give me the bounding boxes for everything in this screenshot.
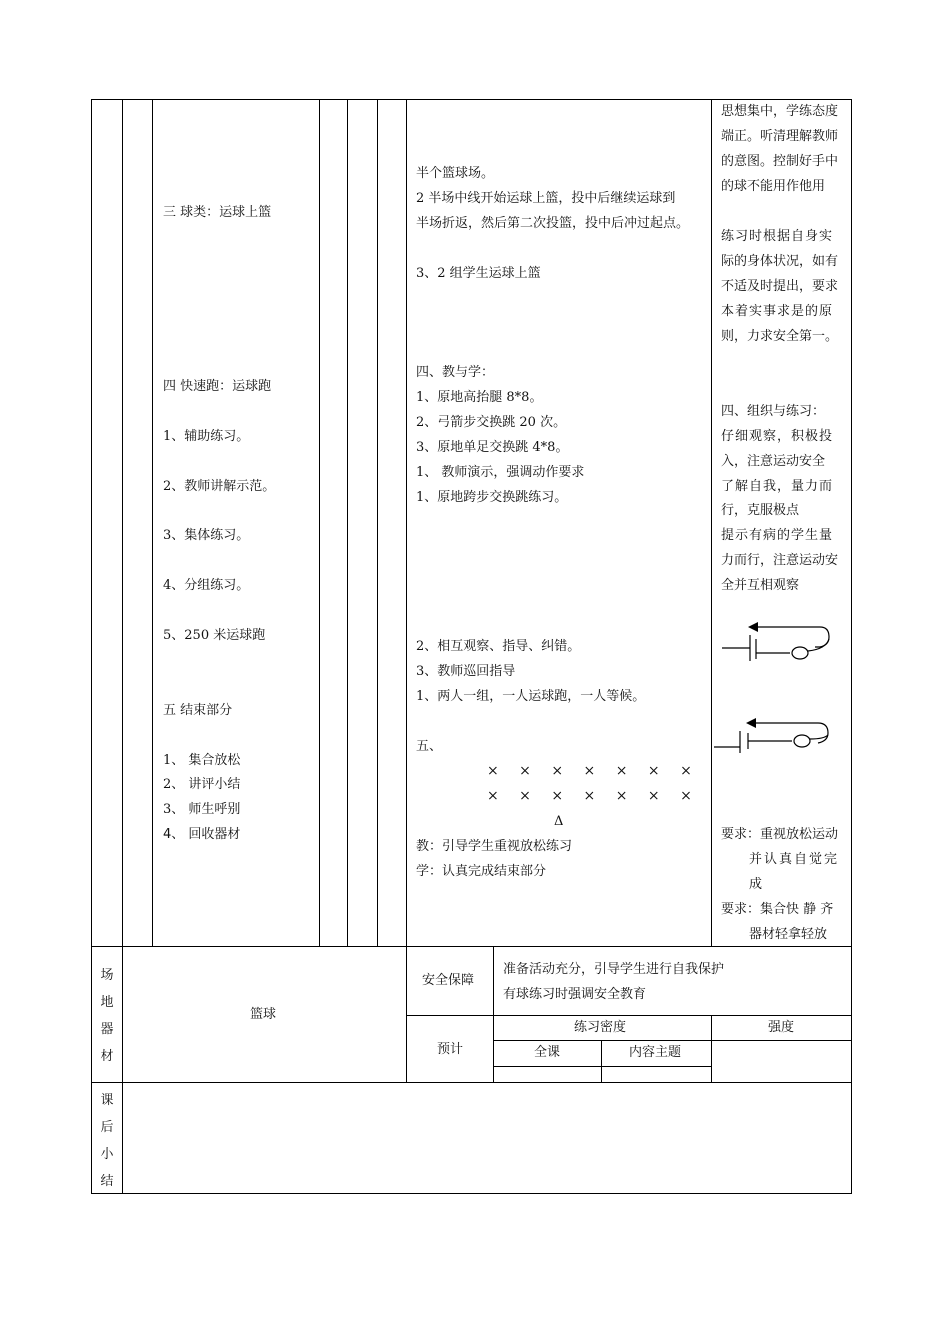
text-line: 3、教师巡回指导 xyxy=(416,664,516,679)
label-char: 器 xyxy=(100,1022,114,1037)
row-line xyxy=(406,1015,852,1016)
safety-text: 准备活动充分，引导学生进行自我保护 xyxy=(503,962,725,977)
text-line: 不适及时提出，要求 xyxy=(721,279,839,294)
text-line: 器材轻拿轻放 xyxy=(749,927,828,942)
label-char: 地 xyxy=(100,995,114,1010)
label-char: 后 xyxy=(100,1120,114,1135)
text-line: 则，力求安全第一。 xyxy=(721,329,839,344)
col-line xyxy=(601,1040,602,1083)
text-line: 际的身体状况，如有 xyxy=(721,254,839,269)
teacher-mark: Δ xyxy=(554,814,564,829)
section-5-title: 五 结束部分 xyxy=(163,703,233,718)
safety-label: 安全保障 xyxy=(422,973,475,988)
text-line: 半个篮球场。 xyxy=(416,166,495,181)
text-line: 四、教与学： xyxy=(416,365,495,380)
section-3-title: 三 球类：运球上篮 xyxy=(163,205,272,220)
col-line xyxy=(711,99,712,946)
top-border xyxy=(91,99,852,100)
col-line xyxy=(493,946,494,1083)
row-line xyxy=(493,1066,712,1067)
text-line: 端正。听清理解教师 xyxy=(721,129,839,144)
text-line: 成 xyxy=(749,877,763,892)
col-line xyxy=(122,946,123,1194)
text-line: 仔细观察，积极投 xyxy=(721,429,834,444)
text-line: 半场折返，然后第二次投篮，投中后冲过起点。 xyxy=(416,216,690,231)
text-line: 练习时根据自身实 xyxy=(721,229,834,244)
text-line: 四、组织与练习： xyxy=(721,404,826,419)
text-line: 了解自我，量力而 xyxy=(721,479,834,494)
col-line xyxy=(406,99,407,1082)
list-item: 2、 讲评小结 xyxy=(163,777,241,792)
density-label: 练习密度 xyxy=(574,1020,627,1035)
row-line xyxy=(91,1082,852,1083)
label-char: 课 xyxy=(100,1093,114,1108)
label-char: 小 xyxy=(100,1147,114,1162)
text-line: 3、原地单足交换跳 4*8。 xyxy=(416,440,569,455)
whole-lesson-label: 全课 xyxy=(534,1045,561,1060)
text-line: 全并互相观察 xyxy=(721,578,800,593)
text-line: 3、2 组学生运球上篮 xyxy=(416,266,541,281)
text-line: 2、弓箭步交换跳 20 次。 xyxy=(416,415,567,430)
col-line xyxy=(122,99,123,946)
text-line: 思想集中，学练态度 xyxy=(721,104,839,119)
section-4-title: 四 快速跑：运球跑 xyxy=(163,379,272,394)
right-border xyxy=(851,99,852,1194)
label-char: 材 xyxy=(100,1049,114,1064)
col-line xyxy=(711,1015,712,1083)
text-line: 并认真自觉完 xyxy=(749,852,840,867)
label-char: 场 xyxy=(100,968,114,983)
col-line xyxy=(319,99,320,946)
text-line: 1、原地跨步交换跳练习。 xyxy=(416,490,568,505)
summary-label xyxy=(92,1087,122,1195)
col-line xyxy=(152,99,153,946)
text-line: 1、 教师演示，强调动作要求 xyxy=(416,465,585,480)
col-line xyxy=(347,99,348,946)
row-line xyxy=(493,1040,852,1041)
row-line xyxy=(91,946,852,947)
list-item: 2、教师讲解示范。 xyxy=(163,479,276,494)
run-route-diagram xyxy=(716,617,836,667)
text-line: 提示有病的学生量 xyxy=(721,528,834,543)
venue-value: 篮球 xyxy=(250,1007,277,1022)
list-item: 5、250 米运球跑 xyxy=(163,628,266,643)
list-item: 4、分组练习。 xyxy=(163,578,250,593)
text-line: 1、原地高抬腿 8*8。 xyxy=(416,390,543,405)
text-line: 2、相互观察、指导、纠错。 xyxy=(416,639,581,654)
text-line: 2 半场中线开始运球上篮，投中后继续运球到 xyxy=(416,191,676,206)
text-line: 的球不能用作他用 xyxy=(721,179,826,194)
list-item: 4、 回收器材 xyxy=(163,827,241,842)
safety-text: 有球练习时强调安全教育 xyxy=(503,987,647,1002)
label-char: 结 xyxy=(100,1174,114,1189)
venue-label xyxy=(92,962,122,1070)
text-line: 本着实事求是的原 xyxy=(721,304,834,319)
text-line: 力而行，注意运动安 xyxy=(721,553,839,568)
col-line xyxy=(377,99,378,946)
list-item: 1、 集合放松 xyxy=(163,753,241,768)
list-item: 3、 师生呼别 xyxy=(163,802,241,817)
student-formation-row: × × × × × × × xyxy=(487,788,700,804)
text-line: 五、 xyxy=(416,739,443,754)
text-line: 学：认真完成结束部分 xyxy=(416,864,547,879)
text-line: 的意图。控制好手中 xyxy=(721,154,839,169)
run-route-diagram xyxy=(710,711,836,755)
intensity-label: 强度 xyxy=(768,1020,795,1035)
list-item: 1、辅助练习。 xyxy=(163,429,250,444)
estimate-label: 预计 xyxy=(437,1042,464,1057)
text-line: 教：引导学生重视放松练习 xyxy=(416,839,573,854)
bottom-border xyxy=(91,1193,852,1194)
text-line: 行，克服极点 xyxy=(721,503,800,518)
text-line: 要求：集合快 静 齐 xyxy=(721,902,834,917)
student-formation-row: × × × × × × × xyxy=(487,763,700,779)
list-item: 3、集体练习。 xyxy=(163,528,250,543)
content-theme-label: 内容主题 xyxy=(629,1045,682,1060)
text-line: 要求：重视放松运动 xyxy=(721,827,839,842)
text-line: 入，注意运动安全 xyxy=(721,454,826,469)
text-line: 1、两人一组，一人运球跑，一人等候。 xyxy=(416,689,646,704)
